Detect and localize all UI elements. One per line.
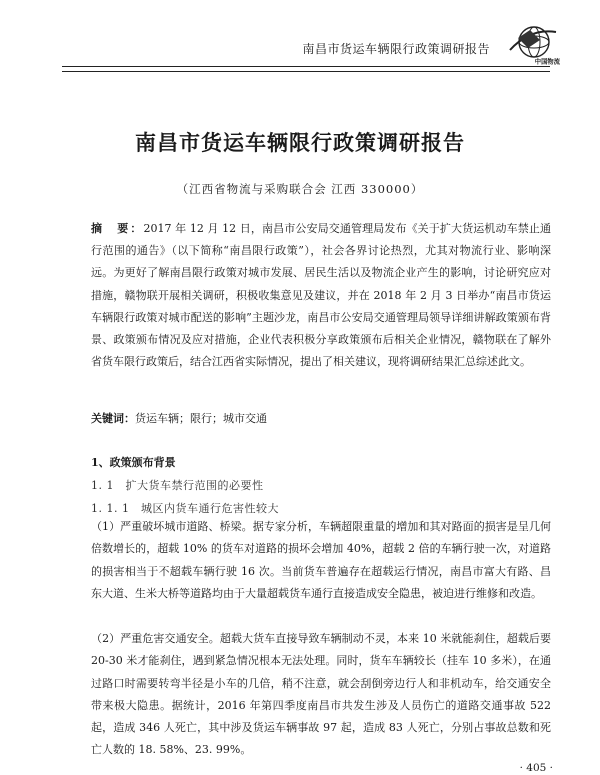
subsubsection-heading: 1. 1. 1 城区内货车通行危害性较大 bbox=[91, 502, 279, 515]
article-title: 南昌市货运车辆限行政策调研报告 bbox=[135, 130, 465, 155]
paragraph-2: （2）严重危害交通安全。超载大货车直接导致车辆制动不灵，本来 10 米就能刹住，超载后要 20-30 米才能刹住，遇到紧急情况根本无法处理。同时，货车车辆较长（挂车 10 多米），在通过路口时需要转弯半径是小车的几倍，稍不注意，就会刮倒旁边行人和非机动车，给交通安全带来极大隐患。据统计，2016 年第四季度南昌市共发生涉及人员伤亡的道路交通事故 522 起，造成 346 人死亡，其中涉及货运车辆事故 97 起，造成 83 人死亡，分别占事故总数和死亡人数的 18. 58%、23. 99%。 bbox=[91, 632, 551, 757]
header-rule-thin bbox=[62, 71, 550, 72]
section-heading: 1、政策颁布背景 bbox=[91, 456, 176, 469]
abstract-text: 2017 年 12 月 12 日，南昌市公安局交通管理局发布《关于扩大货运机动车禁止通行范围的通告》（以下简称“南昌限行政策”），社会各界讨论热烈，尤其对物流行业、影响深远。为更好了解南昌限行政策对城市发展、居民生活以及物流企业产生的影响，讨论研究应对措施，赣物联开展相关调研，积极收集意见及建议，并在 2018 年 2 月 3 日举办“南昌市货运车辆限行政策对城市配送的影响”主题沙龙，南昌市公安局交通管理局领导详细讲解政策颁布背景、政策颁布情况及应对措施，企业代表积极分享政策颁布后相关企业情况，赣物联在了解外省货车限行政策后，结合江西省实际情况，提出了相关建议，现将调研结果汇总综述此文。 bbox=[91, 222, 551, 369]
author-affiliation: （江西省物流与采购联合会 江西 330000） bbox=[176, 182, 424, 196]
abstract-label: 摘 要： bbox=[91, 222, 144, 235]
keywords-text: 货运车辆；限行；城市交通 bbox=[135, 412, 267, 425]
page-header bbox=[0, 0, 600, 70]
keywords bbox=[91, 410, 551, 426]
abstract bbox=[91, 218, 551, 373]
paragraph-1: （1）严重破坏城市道路、桥梁。据专家分析，车辆超限重量的增加和其对路面的损害是呈几何倍数增长的，超载 10% 的货车对道路的损坏会增加 40%，超载 2 倍的车辆行驶一次，对道路的损害相当于不超载车辆行驶 16 次。当前货车普遍存在超载运行情况，南昌市富大有路、昌东大道、生米大桥等道路均由于大量超载货车通行直接造成安全隐患，被迫进行维修和改造。 bbox=[91, 520, 551, 600]
journal-logo bbox=[500, 20, 560, 66]
logo-caption: 中国物流 bbox=[534, 57, 560, 66]
keywords-label: 关键词： bbox=[91, 412, 135, 425]
running-title: 南昌市货运车辆限行政策调研报告 bbox=[302, 42, 490, 56]
subsection-heading: 1. 1 扩大货车禁行范围的必要性 bbox=[91, 479, 264, 492]
header-rule bbox=[62, 66, 550, 67]
page-number: · 405 · bbox=[519, 762, 553, 774]
